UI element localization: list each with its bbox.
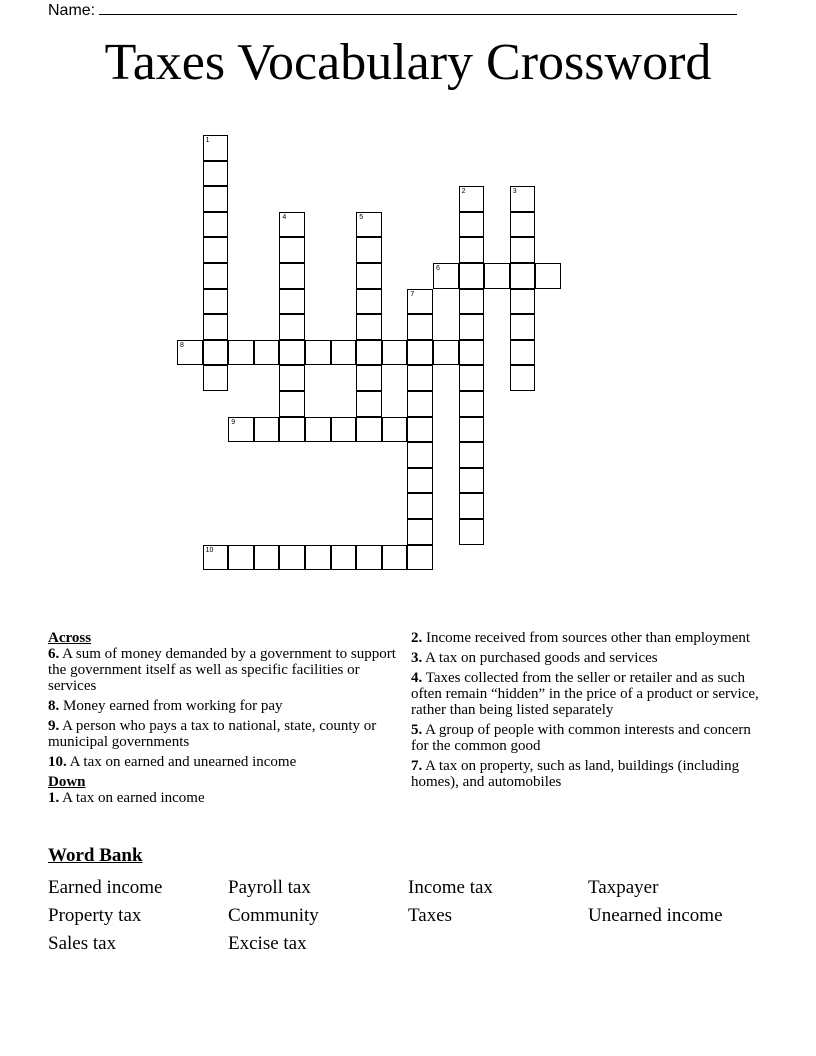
crossword-cell[interactable] (382, 545, 408, 571)
clue-item (411, 722, 763, 754)
crossword-cell[interactable] (203, 289, 229, 315)
crossword-cell[interactable] (356, 212, 382, 238)
crossword-cell[interactable] (254, 340, 280, 366)
clue-item-number: 2. (411, 630, 423, 646)
clue-item-text: A sum of money demanded by a government to support the government itself as well as specific facilities or services (48, 646, 396, 694)
clue-number: 1 (205, 137, 210, 144)
crossword-cell[interactable] (459, 212, 485, 238)
crossword-cell[interactable] (356, 289, 382, 315)
crossword-cell[interactable] (203, 237, 229, 263)
crossword-cell[interactable] (459, 468, 485, 494)
clue-item-text: A tax on property, such as land, buildings (including homes), and automobiles (411, 758, 740, 790)
crossword-cell[interactable] (203, 161, 229, 187)
crossword-cell[interactable] (459, 391, 485, 417)
clue-item (411, 758, 763, 790)
word-bank-item: Unearned income (588, 905, 723, 926)
crossword-cell[interactable] (228, 340, 254, 366)
crossword-cell[interactable] (305, 545, 331, 571)
name-label: Name: (48, 2, 96, 19)
crossword-cell[interactable] (279, 417, 305, 443)
crossword-cell[interactable] (279, 391, 305, 417)
crossword-cell[interactable] (433, 263, 459, 289)
crossword-cell[interactable] (356, 417, 382, 443)
clue-item-number: 5. (411, 722, 423, 738)
crossword-cell[interactable] (407, 417, 433, 443)
crossword-cell[interactable] (459, 493, 485, 519)
crossword-cell[interactable] (279, 237, 305, 263)
crossword-cell[interactable] (510, 289, 536, 315)
crossword-cell[interactable] (407, 545, 433, 571)
word-bank-title: Word Bank (48, 845, 143, 866)
page-title: Taxes Vocabulary Crossword (104, 34, 712, 91)
crossword-cell[interactable] (510, 340, 536, 366)
across-heading: Across (48, 630, 92, 646)
clue-item-number: 7. (411, 758, 423, 774)
crossword-cell[interactable] (407, 314, 433, 340)
crossword-cell[interactable] (459, 442, 485, 468)
crossword-cell[interactable] (356, 263, 382, 289)
clue-item (411, 650, 763, 666)
word-bank-item: Property tax (48, 905, 142, 926)
clue-number: 3 (512, 188, 517, 196)
crossword-cell[interactable] (407, 519, 433, 545)
across-clue-list (48, 646, 400, 770)
clue-item (411, 670, 763, 718)
crossword-cell[interactable] (254, 417, 280, 443)
clue-item (411, 630, 763, 646)
crossword-cell[interactable] (407, 340, 433, 366)
crossword-cell[interactable] (203, 186, 229, 212)
crossword-cell[interactable] (433, 340, 459, 366)
crossword-cell[interactable] (279, 314, 305, 340)
word-bank-item: Earned income (48, 877, 163, 898)
clue-item (48, 790, 400, 806)
crossword-cell[interactable] (228, 545, 254, 571)
crossword-cell[interactable] (407, 289, 433, 315)
clues-left-column (48, 630, 400, 810)
clue-item-number: 3. (411, 650, 423, 666)
crossword-cell[interactable] (254, 545, 280, 571)
crossword-cell[interactable] (279, 365, 305, 391)
clue-item-text: Money earned from working for pay (59, 698, 283, 714)
crossword-cell[interactable] (305, 417, 331, 443)
clue-number: 2 (461, 188, 466, 196)
down-clue-list-continued (411, 630, 763, 790)
clue-item-text: Income received from sources other than employment (422, 630, 751, 646)
crossword-cell[interactable] (331, 417, 357, 443)
crossword-cell[interactable] (203, 545, 229, 571)
crossword-cell[interactable] (356, 314, 382, 340)
crossword-cell[interactable] (407, 365, 433, 391)
crossword-cell[interactable] (203, 365, 229, 391)
crossword-cell[interactable] (535, 263, 561, 289)
clue-item-text: Taxes collected from the seller or retailer and as such often remain “hidden” in the price of a product or service, rather than being listed separately (411, 670, 759, 718)
crossword-cell[interactable] (203, 314, 229, 340)
crossword-cell[interactable] (484, 263, 510, 289)
clue-item-text: A tax on earned income (59, 790, 205, 806)
word-bank-item: Excise tax (228, 933, 307, 954)
crossword-cell[interactable] (459, 263, 485, 289)
name-line (48, 0, 737, 20)
crossword-cell[interactable] (407, 442, 433, 468)
clue-item-number: 10. (48, 754, 67, 770)
name-blank[interactable] (99, 0, 737, 15)
crossword-cell[interactable] (203, 340, 229, 366)
crossword-cell[interactable] (510, 212, 536, 238)
crossword-cell[interactable] (356, 340, 382, 366)
crossword-cell[interactable] (203, 263, 229, 289)
clue-item-text: A person who pays a tax to national, state, county or municipal governments (48, 718, 377, 750)
crossword-cell[interactable] (510, 237, 536, 263)
clue-number: 10 (205, 546, 214, 554)
clue-item-number: 1. (48, 790, 60, 806)
word-bank-item: Taxpayer (588, 877, 659, 898)
crossword-cell[interactable] (459, 314, 485, 340)
crossword-cell[interactable] (459, 289, 485, 315)
clue-number: 5 (359, 213, 364, 221)
crossword-cell[interactable] (356, 391, 382, 417)
clue-item (48, 646, 400, 694)
crossword-cell[interactable] (305, 340, 331, 366)
word-bank-item: Taxes (408, 905, 453, 926)
crossword-cell[interactable] (279, 340, 305, 366)
crossword-cell[interactable] (510, 263, 536, 289)
clue-item (48, 718, 400, 750)
clue-item-number: 6. (48, 646, 60, 662)
word-bank-item: Payroll tax (228, 877, 311, 898)
crossword-cell[interactable] (356, 237, 382, 263)
crossword-cell[interactable] (407, 391, 433, 417)
word-bank-item: Community (228, 905, 319, 926)
crossword-cell[interactable] (279, 545, 305, 571)
clue-number: 8 (180, 341, 184, 349)
clue-number: 9 (231, 418, 236, 426)
clue-item (48, 754, 400, 770)
clue-item-text: A tax on purchased goods and services (422, 650, 658, 666)
crossword-cell[interactable] (382, 417, 408, 443)
crossword-cell[interactable] (203, 135, 229, 161)
crossword-cell[interactable] (203, 212, 229, 238)
crossword-grid (177, 135, 567, 575)
crossword-cell[interactable] (331, 340, 357, 366)
down-clue-list (48, 790, 400, 806)
crossword-cell[interactable] (177, 340, 203, 366)
crossword-cell[interactable] (356, 545, 382, 571)
crossword-cell[interactable] (356, 365, 382, 391)
crossword-cell[interactable] (407, 468, 433, 494)
clue-item (48, 698, 400, 714)
clue-item-text: A group of people with common interests and concern for the common good (411, 722, 751, 754)
crossword-cell[interactable] (510, 314, 536, 340)
down-heading: Down (48, 774, 86, 790)
crossword-cell[interactable] (279, 263, 305, 289)
crossword-cell[interactable] (459, 340, 485, 366)
crossword-cell[interactable] (510, 365, 536, 391)
crossword-cell[interactable] (459, 365, 485, 391)
crossword-cell[interactable] (459, 417, 485, 443)
crossword-cell[interactable] (459, 519, 485, 545)
clue-item-number: 8. (48, 698, 60, 714)
crossword-cell[interactable] (459, 237, 485, 263)
clue-number: 4 (282, 213, 287, 221)
crossword-cell[interactable] (407, 493, 433, 519)
clue-item-number: 9. (48, 718, 60, 734)
clue-number: 6 (436, 265, 440, 272)
crossword-cell[interactable] (279, 289, 305, 315)
crossword-cell[interactable] (459, 186, 485, 212)
crossword-cell[interactable] (279, 212, 305, 238)
crossword-cell[interactable] (510, 186, 536, 212)
word-bank-item: Income tax (408, 877, 493, 898)
crossword-cell[interactable] (382, 340, 408, 366)
clue-number: 7 (410, 290, 415, 298)
clues-right-column (411, 630, 763, 794)
crossword-cell[interactable] (228, 417, 254, 443)
clue-item-text: A tax on earned and unearned income (66, 754, 297, 770)
clue-item-number: 4. (411, 670, 423, 686)
crossword-cell[interactable] (331, 545, 357, 571)
word-bank-item: Sales tax (48, 933, 117, 954)
